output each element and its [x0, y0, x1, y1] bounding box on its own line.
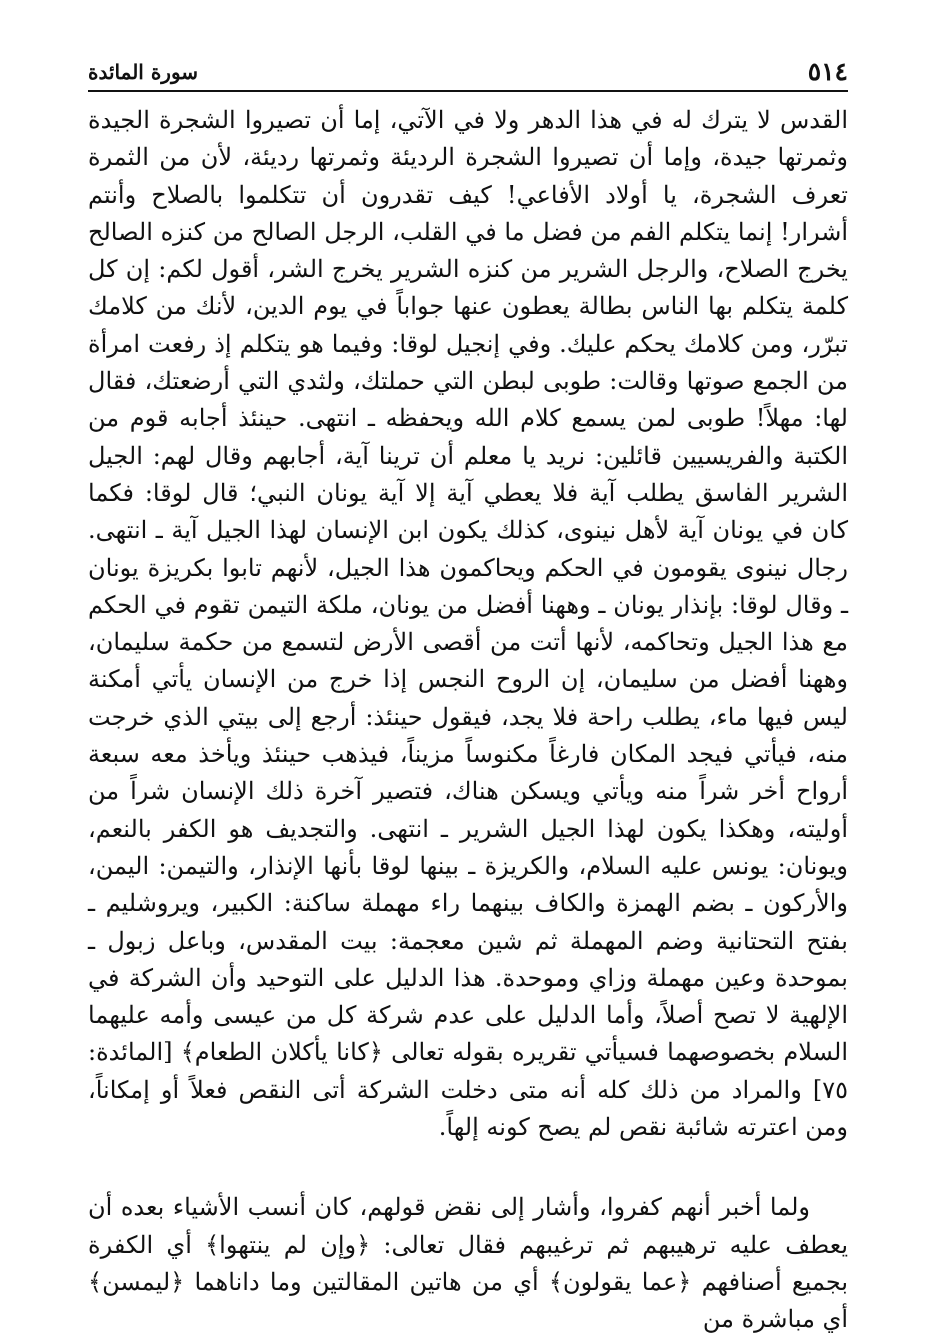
- page-header: [88, 48, 848, 92]
- paragraph: ولما أخبر أنهم كفروا، وأشار إلى نقض قولهم، كان أنسب الأشياء بعده أن يعطف عليه ترهيبهم ثم ترغيبهم فقال تعالى: ﴿وإن لم ينتهوا﴾ أي الكفرة بجميع أصنافهم ﴿عما يقولون﴾ أي من هاتين المقالتين وما داناهما ﴿ليمسن﴾ أي مباشرة من: [88, 1193, 848, 1334]
- surah-title: سورة المائدة: [88, 60, 199, 84]
- body-text: [88, 102, 848, 1339]
- page-number: ٥١٤: [807, 57, 848, 86]
- paragraph: القدس لا يترك له في هذا الدهر ولا في الآتي، إما أن تصيروا الشجرة الجيدة وثمرتها جيدة، وإما أن تصيروا الشجرة الرديئة وثمرتها رديئة، لأن من الثمرة تعرف الشجرة، يا أولاد الأفاعي! كيف تقدرون أن تتكلموا بالصلاح وأنتم أشرار! إنما يتكلم الفم من فضل ما في القلب، الرجل الصالح من كنزه الصالح يخرج الصلاح، والرجل الشرير من كنزه الشرير يخرج الشر، أقول لكم: إن كل كلمة يتكلم بها الناس بطالة يعطون عنها جواباً في يوم الدين، لأنك من كلامك تبرّر، ومن كلامك يحكم عليك. وفي إنجيل لوقا: وفيما هو يتكلم إذ رفعت امرأة من الجمع صوتها وقالت: طوبى لبطن التي حملتك، ولثدي التي أرضعتك، فقال لها: مهلاً! طوبى لمن يسمع كلام الله ويحفظه ـ انتهى. حينئذ أجابه قوم من الكتبة والفريسيين قائلين: نريد يا معلم أن ترينا آية، أجابهم وقال لهم: الجيل الشرير الفاسق يطلب آية فلا يعطي آية إلا آية يونان النبي؛ قال لوقا: فكما كان في يونان آية لأهل نينوى، كذلك يكون ابن الإنسان لهذا الجيل آية ـ انتهى. رجال نينوى يقومون في الحكم ويحاكمون هذا الجيل، لأنهم تابوا بكريزة يونان ـ وقال لوقا: بإنذار يونان ـ وههنا أفضل من يونان، ملكة التيمن تقوم في الحكم مع هذا الجيل وتحاكمه، لأنها أتت من أقصى الأرض لتسمع من حكمة سليمان، وههنا أفضل من سليمان، إن الروح النجس إذا خرج من الإنسان يأتي أمكنة ليس فيها ماء، يطلب راحة فلا يجد، فيقول حينئذ: أرجع إلى بيتي الذي خرجت منه، فيأتي فيجد المكان فارغاً مكنوساً مزيناً، فيذهب حينئذ ويأخذ معه سبعة أرواح أخر شراً منه ويأتي ويسكن هناك، فتصير آخرة ذلك الإنسان شراً من أوليته، وهكذا يكون لهذا الجيل الشرير ـ انتهى. والتجديف هو الكفر بالنعم، ويونان: يونس عليه السلام، والكريزة ـ بينها لوقا بأنها الإنذار، والتيمن: اليمن، والأركون ـ بضم الهمزة والكاف بينهما راء مهملة ساكنة: الكبير، ويروشليم ـ بفتح التحتانية وضم المهملة ثم شين معجمة: بيت المقدس، وباعل زبول ـ بموحدة وعين مهملة وزاي وموحدة. هذا الدليل على التوحيد وأن الشركة في الإلهية لا تصح أصلاً، وأما الدليل على عدم شركة كل من عيسى وأمه عليهما السلام بخصوصهما فسيأتي تقريره بقوله تعالى ﴿كانا يأكلان الطعام﴾ [المائدة: ٧٥] والمراد من ذلك كله أنه متى دخلت الشركة أتى النقص فعلاً أو إمكاناً، ومن اعترته شائبة نقص لم يصح كونه إلهاً.: [88, 106, 849, 1142]
